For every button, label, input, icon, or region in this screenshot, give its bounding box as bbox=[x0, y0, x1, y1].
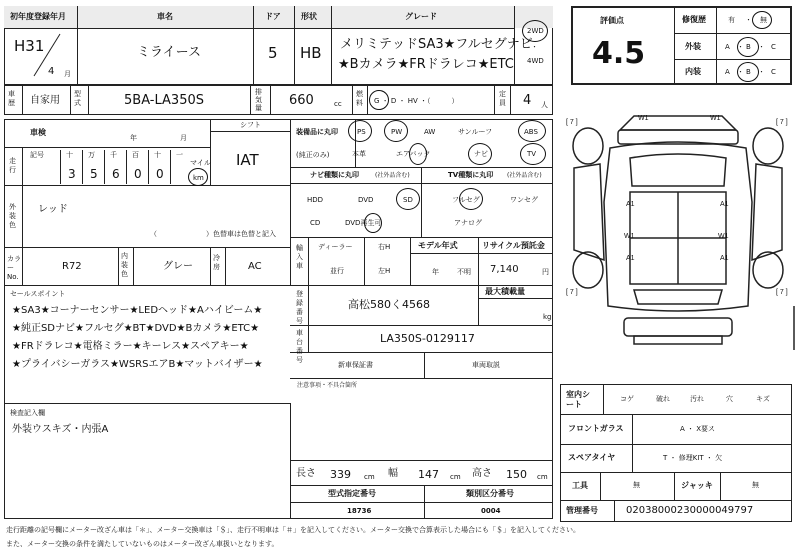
seat-option: 穴 bbox=[726, 395, 733, 403]
inspection-month: 月 bbox=[180, 134, 187, 142]
plate-label: 登録番号 bbox=[296, 290, 303, 325]
tv-sub: (社外品含む) bbox=[507, 172, 542, 179]
grade-line1: メリミテッドSA3★フルセグナビ bbox=[340, 37, 533, 52]
tv-fullseg-circle bbox=[459, 188, 483, 210]
grade-label: グレード bbox=[405, 12, 437, 21]
kg-unit: kg bbox=[543, 313, 552, 321]
equipment-item: PS bbox=[357, 128, 366, 136]
navi-sd-circle bbox=[396, 188, 420, 210]
drive-2wd-circle bbox=[522, 20, 548, 42]
ac-label: 冷房 bbox=[213, 254, 220, 271]
mileage-digit: 6 bbox=[112, 167, 120, 181]
int-c: C bbox=[771, 68, 776, 76]
fuel-label: 燃料 bbox=[356, 90, 363, 107]
color-value: レッド bbox=[38, 204, 68, 215]
damage-mark: [ 7 ] bbox=[566, 289, 578, 296]
mileage-column-header: 十 bbox=[66, 151, 73, 159]
navi-sub: (社外品含む) bbox=[375, 172, 410, 179]
navi-type-item: DVD bbox=[358, 196, 374, 204]
damage-mark: W1 bbox=[638, 115, 649, 122]
color-note: （ ）色替車は色替と記入 bbox=[150, 230, 276, 238]
damage-mark: A1 bbox=[720, 255, 729, 262]
mile-label: マイル bbox=[190, 159, 211, 167]
recycle-value: 7,140 bbox=[490, 264, 519, 275]
equipment-tv-circle bbox=[520, 143, 546, 165]
ext-dot2: ・ bbox=[758, 43, 765, 51]
mileage-column-header: 万 bbox=[88, 151, 95, 159]
equipment-navi-circle bbox=[468, 143, 492, 165]
model-value: 5BA-LA350S bbox=[124, 93, 204, 108]
import-label: 輸入車 bbox=[296, 244, 303, 270]
mileage-digit: 3 bbox=[68, 167, 76, 181]
car-name: ミライース bbox=[137, 45, 201, 60]
height-label: 高さ bbox=[472, 468, 492, 479]
equipment-item: エアバック bbox=[396, 150, 431, 158]
drive-4wd: 4WD bbox=[527, 57, 544, 65]
equipment-item: サンルーフ bbox=[458, 128, 493, 136]
warranty-label: 新車保証書 bbox=[338, 361, 373, 369]
damage-mark: A1 bbox=[720, 201, 729, 208]
sales-point-line: ★純正SDナビ★フルセグ★BT★DVD★Bカメラ★ETC★ bbox=[12, 323, 260, 334]
equipment-sublabel: (純正のみ) bbox=[296, 151, 330, 159]
equipment-item: AW bbox=[424, 128, 436, 136]
body-label: 形状 bbox=[301, 12, 317, 21]
int-dot1: ・ bbox=[737, 68, 744, 76]
color-code: R72 bbox=[62, 261, 82, 272]
glass-options: A ・ X要ス bbox=[680, 425, 716, 433]
height-value: 150 bbox=[506, 468, 527, 481]
mileage-column-header: 千 bbox=[110, 151, 117, 159]
manual-label: 車両取説 bbox=[472, 361, 500, 369]
interior-color: グレー bbox=[163, 261, 193, 272]
inspector-label: 検査記入欄 bbox=[10, 409, 45, 417]
mileage-column-header: 一 bbox=[176, 151, 183, 159]
mileage-label: 走行 bbox=[9, 157, 16, 174]
mileage-divider bbox=[82, 150, 83, 184]
notes-label: 注意事項・不具合箇所 bbox=[297, 382, 358, 389]
ext-dot1: ・ bbox=[737, 43, 744, 51]
jack-label: ジャッキ bbox=[681, 481, 713, 490]
doors-label: ドア bbox=[265, 12, 281, 21]
repair-have: 有 bbox=[728, 16, 735, 24]
mileage-divider bbox=[148, 150, 149, 184]
repair-sep: ・ bbox=[745, 16, 752, 24]
import-left-h: 左H bbox=[378, 267, 391, 275]
footer-line2: また、メーター交換の条件を満たしていないものはメーター改ざん車扱いとなります。 bbox=[6, 540, 279, 548]
tv-label: TV種類に丸印 bbox=[448, 171, 494, 179]
mileage-digit: 5 bbox=[90, 167, 98, 181]
spare-options: T ・ 修理KIT ・ 欠 bbox=[663, 454, 723, 462]
damage-mark: [ 7 ] bbox=[566, 119, 578, 126]
sales-point-line: ★プライバシーガラス★WSRSエアB★マットバイザー★ bbox=[12, 359, 263, 370]
mileage-divider bbox=[126, 150, 127, 184]
equipment-ps-circle bbox=[348, 120, 372, 142]
model-label: 型式 bbox=[74, 90, 81, 107]
damage-mark: A1 bbox=[626, 255, 635, 262]
ext-b-circle bbox=[737, 37, 759, 57]
shift-value: IAT bbox=[236, 151, 259, 169]
tv-type-item: ワンセグ bbox=[510, 196, 538, 204]
spec-row bbox=[4, 85, 553, 115]
navi-type-item: SD bbox=[403, 196, 413, 204]
recycle-unit: 円 bbox=[542, 268, 549, 276]
jack-value: 無 bbox=[752, 481, 759, 489]
grade-line2: ★Bカメラ★FRドラレコ★ETC bbox=[338, 57, 514, 72]
mileage-column-header: 十 bbox=[154, 151, 161, 159]
sales-point-line: ★FRドラレコ★電格ミラー★キーレス★スペアキー★ bbox=[12, 341, 249, 352]
model-year-label: モデル年式 bbox=[418, 241, 458, 250]
seat-option: キズ bbox=[756, 395, 770, 403]
damage-mark: W1 bbox=[624, 233, 635, 240]
km-circle bbox=[188, 168, 208, 186]
mileage-column-header: 記号 bbox=[30, 151, 44, 159]
equipment-item: TV bbox=[527, 150, 537, 158]
seat-option: 破れ bbox=[656, 395, 670, 403]
navi-type-item: DVD再生可 bbox=[345, 219, 382, 227]
plate-value: 高松580く4568 bbox=[348, 298, 430, 311]
int-a: A bbox=[725, 68, 730, 76]
fuel-options: G ・ D ・ HV ・（ ） bbox=[374, 97, 459, 105]
mgmt-label: 管理番号 bbox=[566, 506, 598, 515]
ext-a: A bbox=[725, 43, 730, 51]
import-dealer: ディーラー bbox=[318, 243, 353, 251]
navi-type-item: HDD bbox=[307, 196, 324, 204]
displacement-label: 排気量 bbox=[255, 88, 262, 112]
length-cm: cm bbox=[364, 473, 375, 481]
mileage-divider bbox=[60, 150, 61, 184]
main-block bbox=[4, 119, 553, 519]
color-code-label: カラーNo. bbox=[7, 255, 21, 281]
navi-type-item: CD bbox=[310, 219, 321, 227]
equipment-item: PW bbox=[391, 128, 403, 136]
damage-mark: [ 7 ] bbox=[776, 119, 788, 126]
first-reg-month: 4 bbox=[48, 66, 55, 77]
shift-label: シフト bbox=[240, 121, 261, 129]
seat-label: 室内シート bbox=[566, 390, 590, 409]
first-reg-era: H31 bbox=[14, 37, 45, 55]
displacement-value: 660 bbox=[289, 93, 314, 108]
navi-label: ナビ種類に丸印 bbox=[310, 171, 359, 179]
score-value: 4.5 bbox=[592, 36, 646, 71]
repair-none-circle bbox=[752, 11, 772, 29]
mgmt-value: 02038000230000049797 bbox=[626, 505, 754, 516]
tv-type-item: フルセグ bbox=[452, 196, 480, 204]
inspector-note: 外装ウスキズ・内張A bbox=[12, 424, 109, 435]
use-value: 自家用 bbox=[30, 95, 60, 106]
exterior-label: 外装 bbox=[685, 42, 701, 51]
width-value: 147 bbox=[418, 468, 439, 481]
doors: 5 bbox=[268, 44, 278, 62]
score-label: 評価点 bbox=[600, 16, 624, 25]
mileage-divider bbox=[170, 150, 171, 184]
height-cm: cm bbox=[537, 473, 548, 481]
equipment-item: ナビ bbox=[474, 150, 488, 158]
damage-mark: W1 bbox=[710, 115, 721, 122]
class-no-value: 0004 bbox=[481, 507, 501, 515]
width-label: 幅 bbox=[388, 468, 398, 479]
int-b-circle bbox=[737, 62, 759, 82]
interior-color-label: 内装色 bbox=[121, 252, 128, 278]
equipment-pw-circle bbox=[384, 120, 408, 142]
repair-none: 無 bbox=[760, 16, 767, 24]
capacity-unit: 人 bbox=[541, 101, 548, 109]
type-no-label: 型式指定番号 bbox=[328, 489, 376, 498]
equipment-item: ABS bbox=[524, 128, 538, 136]
capacity-label: 定員 bbox=[499, 90, 506, 107]
import-parallel: 並行 bbox=[330, 267, 344, 275]
ext-b: B bbox=[746, 43, 751, 51]
mileage-divider bbox=[104, 150, 105, 184]
model-year-unit: 年 bbox=[432, 268, 439, 276]
tv-type-item: アナログ bbox=[454, 219, 482, 227]
footer-line1: 走行距離の記号欄にメーター改ざん車は「＊」、メーター交換車は「＄」、走行不明車は「＃」を記入してください。メーター交換で合算表示した場合にも「＄」を記入してください。 bbox=[6, 526, 580, 534]
glass-label: フロントガラス bbox=[568, 424, 624, 433]
equipment-abs-circle bbox=[518, 120, 546, 142]
diagonal-divider bbox=[30, 32, 62, 78]
equipment-airbag-circle bbox=[409, 143, 427, 165]
spare-label: スペアタイヤ bbox=[568, 453, 616, 462]
inspection-label: 車検 bbox=[30, 128, 46, 137]
drive-2wd: 2WD bbox=[527, 27, 544, 35]
class-no-label: 類別区分番号 bbox=[466, 489, 514, 498]
month-unit: 月 bbox=[64, 70, 71, 78]
sales-point-line: ★SA3★コーナーセンサー★LEDヘッド★Aハイビーム★ bbox=[12, 305, 263, 316]
car-damage-diagram bbox=[560, 110, 796, 390]
length-label: 長さ bbox=[296, 468, 316, 479]
equipment-label: 装備品に丸印 bbox=[296, 128, 338, 136]
max-load-label: 最大積載量 bbox=[485, 287, 525, 296]
model-year-value: 不明 bbox=[457, 268, 471, 276]
first-reg-label: 初年度登録年月 bbox=[10, 12, 66, 21]
recycle-label: リサイクル預託金 bbox=[482, 241, 545, 250]
int-b: B bbox=[746, 68, 751, 76]
use-label: 車歴 bbox=[8, 90, 15, 107]
color-label: 外装色 bbox=[9, 203, 16, 229]
body-type: HB bbox=[300, 44, 322, 62]
fuel-g-circle bbox=[369, 90, 389, 110]
ac-value: AC bbox=[248, 261, 262, 272]
chassis-label: 車台番号 bbox=[296, 329, 303, 364]
damage-mark: A1 bbox=[626, 201, 635, 208]
mileage-digit: 0 bbox=[134, 167, 142, 181]
seat-option: 汚れ bbox=[690, 395, 704, 403]
drive-dot: ・ bbox=[531, 43, 538, 51]
navi-dvd-play-circle bbox=[364, 213, 382, 233]
ext-c: C bbox=[771, 43, 776, 51]
damage-mark: W1 bbox=[718, 233, 729, 240]
seat-option: コゲ bbox=[620, 395, 634, 403]
tools-label: 工具 bbox=[572, 481, 588, 490]
int-dot2: ・ bbox=[758, 68, 765, 76]
capacity-value: 4 bbox=[523, 93, 532, 108]
damage-mark: [ 7 ] bbox=[776, 289, 788, 296]
width-cm: cm bbox=[450, 473, 461, 481]
chassis-value: LA350S-0129117 bbox=[380, 332, 475, 345]
mileage-column-header: 百 bbox=[132, 151, 139, 159]
type-no-value: 18736 bbox=[347, 507, 372, 515]
sales-points-label: セールスポイント bbox=[10, 290, 66, 298]
tools-value: 無 bbox=[633, 481, 640, 489]
length-value: 339 bbox=[330, 468, 351, 481]
mileage-digit: 0 bbox=[156, 167, 164, 181]
cc-unit: cc bbox=[334, 100, 342, 108]
import-right-h: 右H bbox=[378, 243, 391, 251]
interior-label: 内装 bbox=[685, 67, 701, 76]
car-name-label: 車名 bbox=[157, 12, 173, 21]
repair-label: 修復歴 bbox=[682, 15, 706, 24]
equipment-item: 本革 bbox=[352, 150, 366, 158]
km-label: km bbox=[193, 174, 204, 182]
inspection-year: 年 bbox=[130, 134, 137, 142]
